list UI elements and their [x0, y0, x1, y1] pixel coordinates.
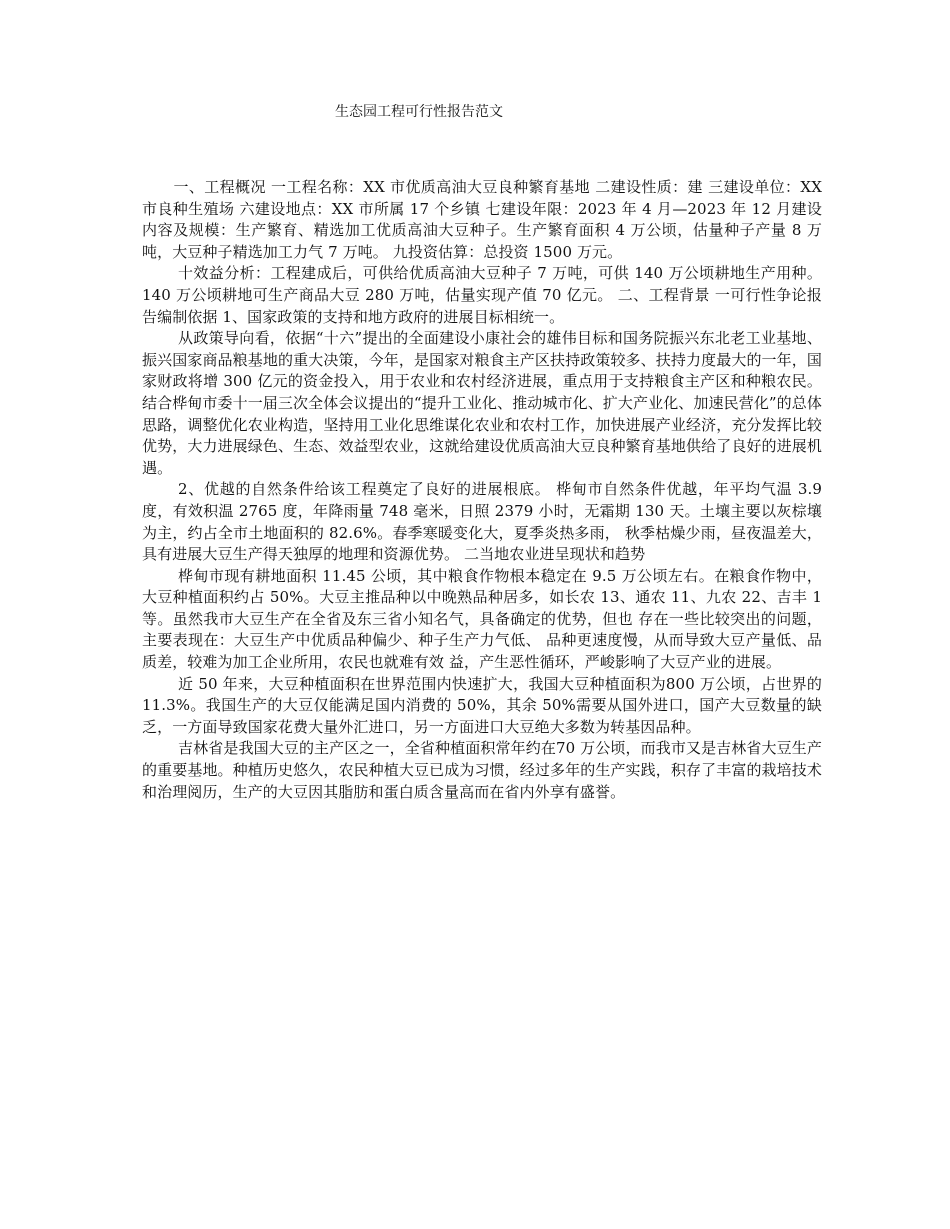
paragraph-natural-conditions: 2、优越的自然条件给该工程奠定了良好的进展根底。 桦甸市自然条件优越，年平均气温 3.9 度，有效积温 2765 度，年降雨量 748 毫米，日照 2379 小时，无霜期 130 天。土壤主要以灰棕壤为主，约占全市土地面积的 82.6%。春季寒暖变化大，夏季炎热多雨， 秋季枯燥少雨，昼夜温差大，具有进展大豆生产得天独厚的地理和资源优势。 二当地农业进呈现状和趋势 — [142, 480, 822, 564]
paragraph-project-overview: 一、工程概况 一工程名称：XX 市优质高油大豆良种繁育基地 二建设性质：建 三建设单位：XX 市良种生殖场 六建设地点：XX 市所属 17 个乡镇 七建设年限：2023 年 4 月—2023 年 12 月建设内容及规模：生产繁育、精选加工优质高油大豆种子。生产繁育面积 4 万公顷，估量种子产量 8 万吨，大豆种子精选加工力气 7 万吨。 九投资估算：总投资 1500 万元。 — [142, 178, 822, 261]
paragraph-world-soybean: 近 50 年来，大豆种植面积在世界范围内快速扩大，我国大豆种植面积为800 万公顷，占世界的 11.3%。我国生产的大豆仅能满足国内消费的 50%，其余 50%需要从国外进口，国产大豆数量的缺乏，一方面导致国家花费大量外汇进口，另一方面进口大豆绝大多数为转基因品种。 — [142, 674, 822, 736]
paragraph-farmland-status: 桦甸市现有耕地面积 11.45 公顷，其中粮食作物根本稳定在 9.5 万公顷左右。在粮食作物中，大豆种植面积约占 50%。大豆主推品种以中晚熟品种居多，如长农 13、通农 11、九农 22、吉丰 1 等。虽然我市大豆生产在全省及东三省小知名气，具备确定的优势，但也 存在一些比较突出的问题，主要表现在：大豆生产中优质品种偏少、种子生产力气低、 品种更速度慢，从而导致大豆产量低、品质差，较难为加工企业所用，农民也就难有效 益，产生恶性循环，严峻影响了大豆产业的进展。 — [142, 566, 822, 672]
paragraph-benefit-analysis: 十效益分析：工程建成后，可供给优质高油大豆种子 7 万吨，可供 140 万公顷耕地生产用种。140 万公顷耕地可生产商品大豆 280 万吨，估量实现产值 70 亿元。 二、工程背景 一可行性争论报告编制依据 1、国家政策的支持和地方政府的进展目标相统一。 — [142, 264, 822, 326]
paragraph-policy-orientation: 从政策导向看，依据“十六”提出的全面建设小康社会的雄伟目标和国务院振兴东北老工业基地、振兴国家商品粮基地的重大决策，今年，是国家对粮食主产区扶持政策较多、扶持力度最大的一年，国家财政将增 300 亿元的资金投入，用于农业和农村经济进展，重点用于支持粮食主产区和种粮农民。结合桦甸市委十一届三次全体会议提出的“提升工业化、推动城市化、扩大产业化、加速民营化”的总体思路，调整优化农业构造，坚持用工业化思维谋化农业和农村工作，加快进展产业经济，充分发挥比较优势，大力进展绿色、生态、效益型农业，这就给建设优质高油大豆良种繁育基地供给了良好的进展机遇。 — [142, 329, 822, 477]
document-body — [142, 177, 822, 803]
paragraph-jilin-province: 吉林省是我国大豆的主产区之一，全省种植面积常年约在70 万公顷，而我市又是吉林省大豆生产的重要基地。种植历史悠久，农民种植大豆已成为习惯，经过多年的生产实践，积存了丰富的栽培技术和治理阅历，生产的大豆因其脂肪和蛋白质含量高而在省内外享有盛誉。 — [142, 739, 822, 801]
document-title: 生态园工程可行性报告范文 — [335, 104, 503, 120]
